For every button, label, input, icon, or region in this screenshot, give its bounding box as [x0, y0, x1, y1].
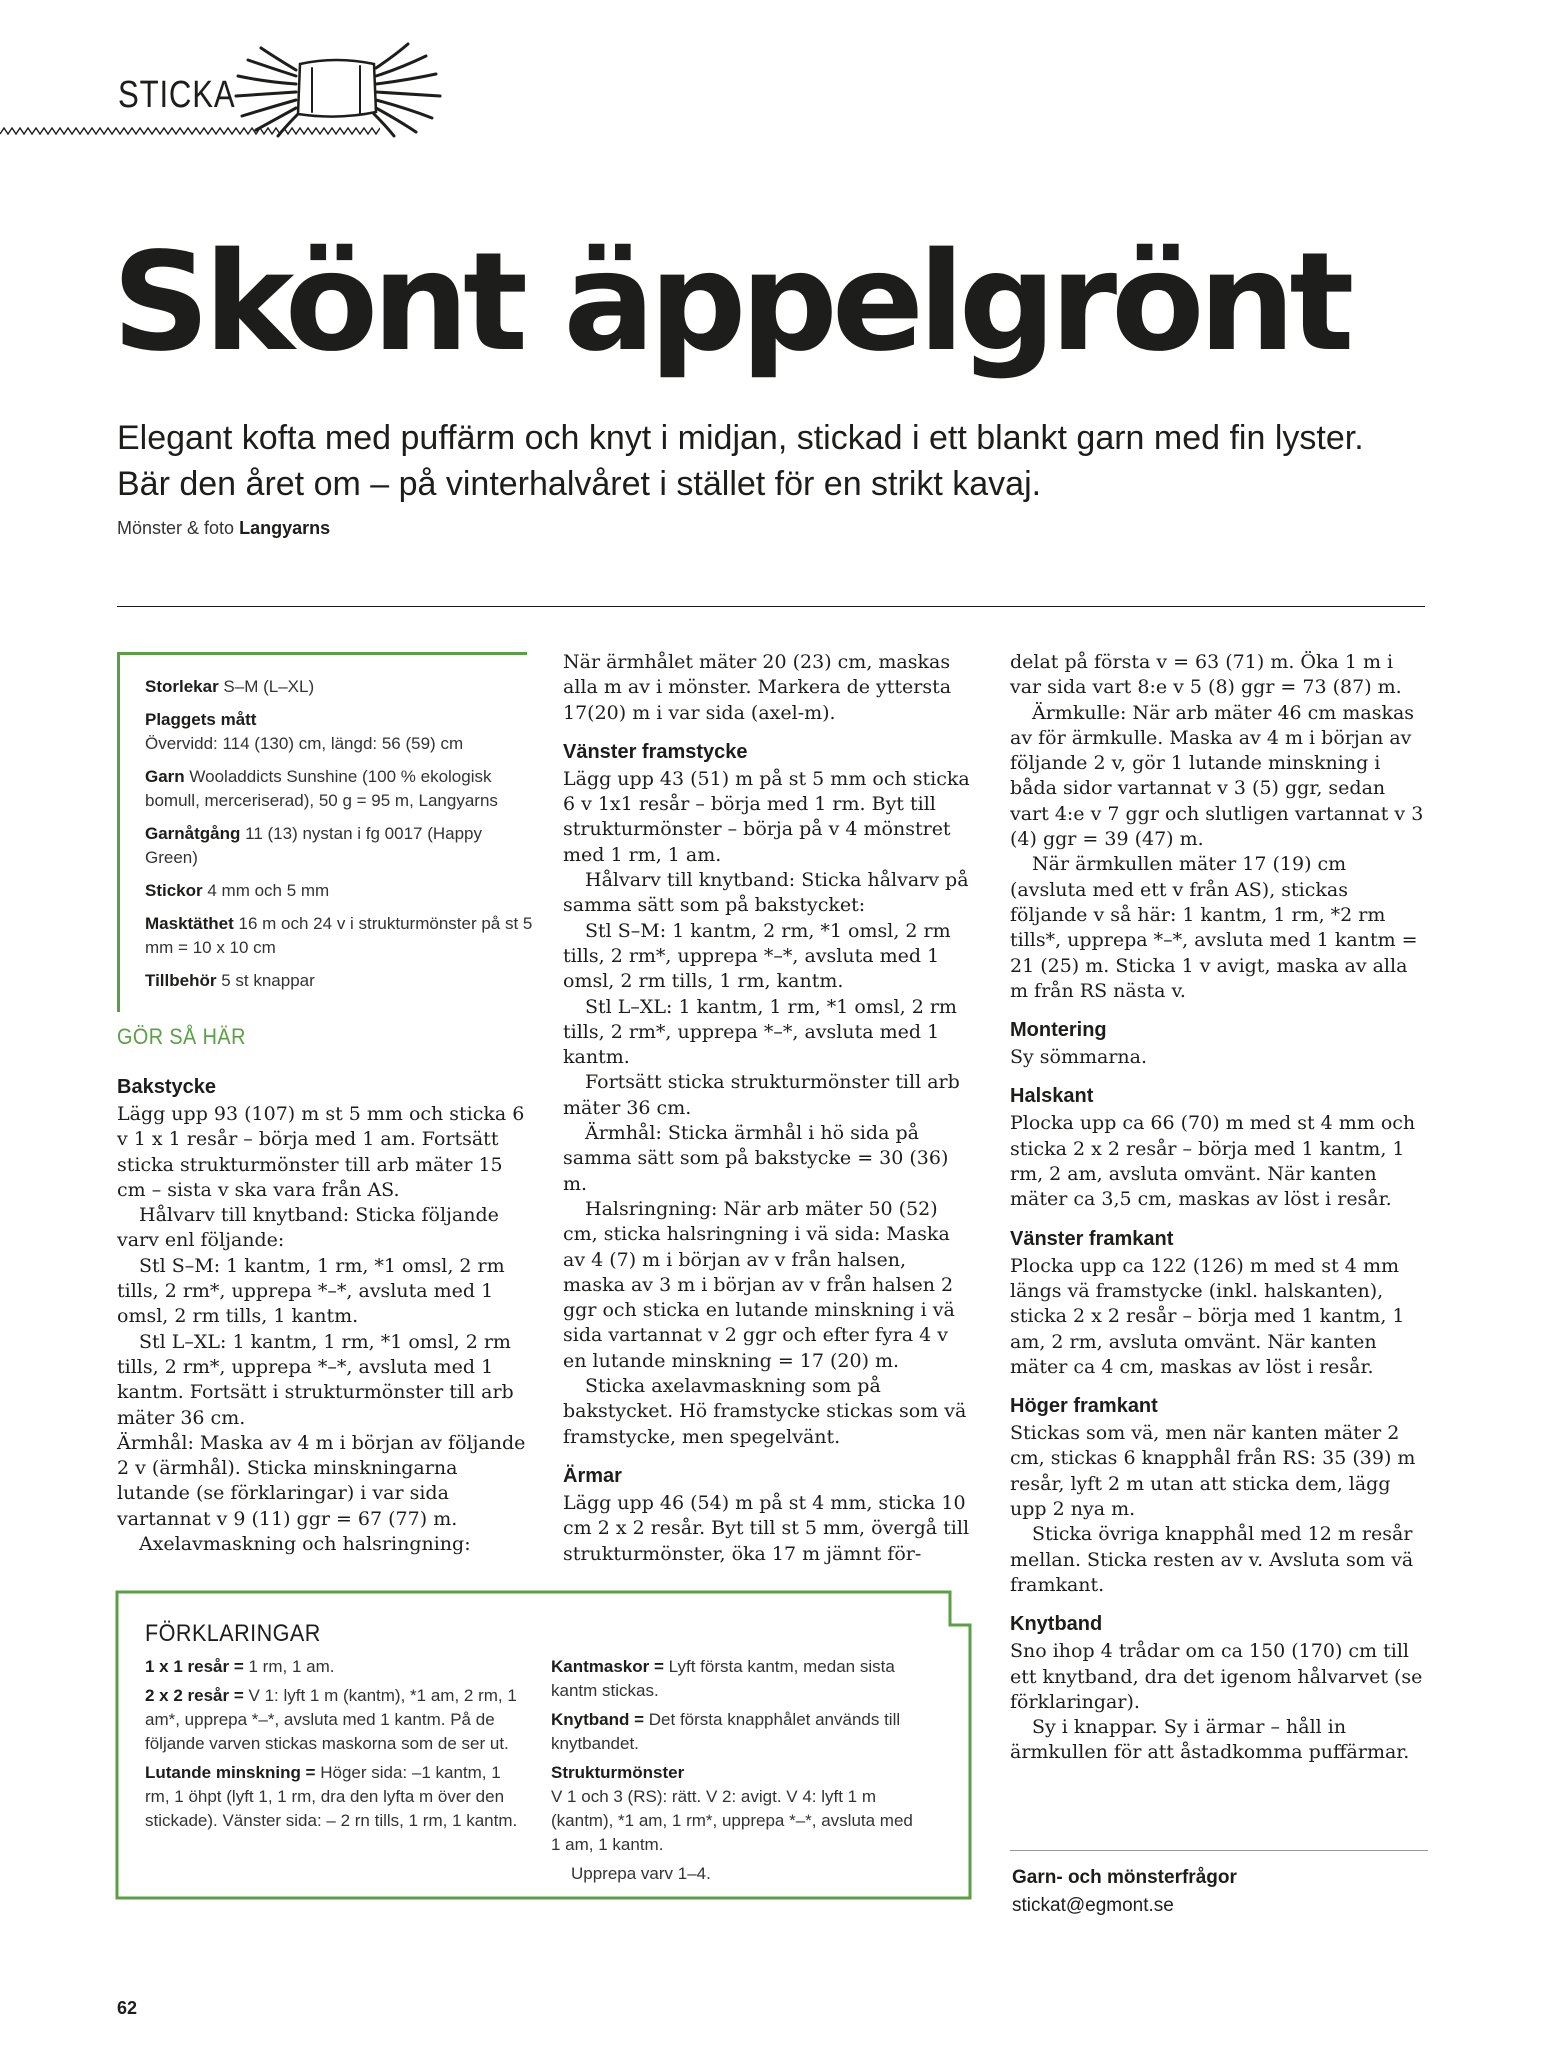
- instructions-label: GÖR SÅ HÄR: [117, 1024, 246, 1049]
- section-label: STICKA: [118, 74, 236, 116]
- page-number: 62: [117, 1998, 138, 2018]
- explanations-left: [145, 1655, 525, 1838]
- paragraph: Ärmkulle: När arb mäter 46 cm maskas av för ärmkulle. Maska av 4 m i början av följande 2 v, gör 1 lutande minskning i båda sidor vartannat v 3 (5) ggr, sedan vart 4:e v 7 ggr och slutligen vartannat v 3 (4) ggr = 39 (47) m.: [1010, 701, 1424, 851]
- fact-gauge: Masktäthet 16 m och 24 v i strukturmönster på st 5 mm = 10 x 10 cm: [145, 914, 533, 957]
- paragraph: Halsringning: När arb mäter 50 (52) cm, sticka halsringning i vä sida: Maska av 4 (7) m i början av v från halsen, maska av 3 m i början av v från halsen 2 ggr och sticka en lutande minskning i vä sida vartannat v 2 ggr och efter fyra 4 v en lutande minskning = 17 (20) m.: [563, 1197, 955, 1372]
- paragraph: Sticka övriga knapphål med 12 m resår mellan. Sticka resten av v. Avsluta som vä framkant.: [1010, 1523, 1414, 1596]
- paragraph: När ärmhålet mäter 20 (23) cm, maskas alla m av i mönster. Markera de yttersta 17(20) m i var sida (axel-m).: [563, 651, 952, 724]
- explanations-title: FÖRKLARINGAR: [145, 1620, 321, 1647]
- ingress: Elegant kofta med puffärm och knyt i midjan, stickad i ett blankt garn med fin lyster. Bär den året om – på vinterhalvåret i stället för en strikt kavaj.: [117, 419, 1364, 503]
- paragraph: Plocka upp ca 66 (70) m med st 4 mm och sticka 2 x 2 resår – börja med 1 kantm, 1 rm, 2 am, avsluta omvänt. När kanten mäter ca 3,5 cm, maskas av löst i resår.: [1010, 1112, 1416, 1211]
- paragraph: Ärmhål: Maska av 4 m i början av följande 2 v (ärmhål). Sticka minskningarna lutande (se förklaringar) i var sida vartannat v 9 (11) ggr = 67 (77) m.: [117, 1431, 526, 1530]
- fact-yarn-amount: Garnåtgång 11 (13) nystan i fg 0017 (Happy Green): [145, 824, 483, 867]
- expl-rib-1x1: 1 x 1 resår = 1 rm, 1 am.: [145, 1657, 335, 1676]
- paragraph: Stickas som vä, men när kanten mäter 2 cm, stickas 6 knapphål från RS: 35 (39) m resår, lyft 2 m utan att sticka dem, lägg upp 2 nya m.: [1010, 1422, 1416, 1521]
- paragraph: Hålvarv till knytband: Sticka hålvarv på samma sätt som på bakstycket:: [563, 869, 969, 917]
- paragraph: Sno ihop 4 trådar om ca 150 (170) cm till ett knytband, dra det igenom hålvarvet (se förklaringar).: [1010, 1640, 1423, 1713]
- expl-tie: Knytband = Det första knapphålet används till knytbandet.: [551, 1710, 901, 1753]
- paragraph: Plocka upp ca 122 (126) m med st 4 mm längs vä framstycke (inkl. halskanten), sticka 2 x 2 resår – börja med 1 kantm, 1 am, 2 rm, avsluta omvänt. När kanten mäter ca 4 cm, maskas av löst i resår.: [1010, 1254, 1405, 1378]
- heading-halskant: Halskant: [1010, 1085, 1094, 1108]
- heading-vanster-framstycke: Vänster framstycke: [563, 740, 748, 763]
- heading-vanster-framkant: Vänster framkant: [1010, 1227, 1174, 1250]
- paragraph: Hålvarv till knytband: Sticka följande varv enl följande:: [117, 1204, 499, 1252]
- fact-measurements: Plaggets mått Övervidd: 114 (130) cm, längd: 56 (59) cm: [145, 710, 464, 753]
- contact-divider: [1010, 1850, 1428, 1851]
- paragraph: Fortsätt sticka strukturmönster till arb mäter 36 cm.: [563, 1071, 960, 1119]
- heading-knytband: Knytband: [1010, 1613, 1103, 1636]
- paragraph: Lägg upp 93 (107) m st 5 mm och sticka 6 v 1 x 1 resår – börja med 1 am. Fortsätt sticka strukturmönster till arb mäter 15 cm – sista v ska vara från AS.: [117, 1103, 525, 1201]
- expl-repeat: Upprepa varv 1–4.: [571, 1864, 711, 1883]
- fact-sizes: Storlekar S–M (L–XL): [145, 677, 315, 696]
- headline: Skönt äppelgrönt: [112, 224, 1349, 382]
- fact-yarn: Garn Wooladdicts Sunshine (100 % ekologisk bomull, merceriserad), 50 g = 95 m, Langyarns: [145, 767, 498, 810]
- yarn-skein-icon: [226, 38, 446, 138]
- paragraph: När ärmkullen mäter 17 (19) cm (avsluta med ett v från AS), stickas följande v så här: 1 kantm, 1 rm, *2 rm tills*, upprepa *–*, avsluta med 1 kantm = 21 (25) m. Sticka 1 v avigt, maska av alla m från RS nästa v.: [1010, 853, 1418, 1002]
- fact-notions: Tillbehör 5 st knappar: [145, 971, 315, 990]
- column-1: [117, 1075, 527, 1557]
- paragraph: Lägg upp 43 (51) m på st 5 mm och sticka 6 v 1x1 resår – börja med 1 rm. Byt till strukturmönster – börja på v 4 mönstret med 1 rm, 1 am.: [563, 767, 970, 866]
- heading-montering: Montering: [1010, 1019, 1107, 1042]
- paragraph: Lägg upp 46 (54) m på st 4 mm, sticka 10 cm 2 x 2 resår. Byt till st 5 mm, övergå till strukturmönster, öka 17 m jämnt för-: [563, 1491, 970, 1565]
- expl-pattern: Strukturmönster V 1 och 3 (RS): rätt. V 2: avigt. V 4: lyft 1 m (kantm), *1 am, 1 rm*, upprepa *–*, avsluta med 1 am, 1 kantm.: [551, 1763, 913, 1854]
- facts-list: [145, 675, 535, 1002]
- heading-armar: Ärmar: [563, 1464, 622, 1487]
- paragraph: Stl L–XL: 1 kantm, 1 rm, *1 omsl, 2 rm tills, 2 rm*, upprepa *–*, avsluta med 1 kantm. Fortsätt i strukturmönster till arb mäter 36 cm.: [117, 1330, 514, 1429]
- paragraph: delat på första v = 63 (71) m. Öka 1 m i var sida vart 8:e v 5 (8) ggr = 73 (87) m.: [1010, 651, 1402, 699]
- heading-hoger-framkant: Höger framkant: [1010, 1395, 1158, 1418]
- expl-rib-2x2: 2 x 2 resår = V 1: lyft 1 m (kantm), *1 am, 2 rm, 1 am*, upprepa *–*, avsluta med 1 kantm. På de följande varven stickas maskorna som de ser ut.: [145, 1686, 517, 1753]
- paragraph: Sy sömmarna.: [1010, 1046, 1148, 1069]
- column-3: [1010, 650, 1426, 1766]
- column-2: [563, 650, 973, 1567]
- fact-needles: Stickor 4 mm och 5 mm: [145, 881, 330, 900]
- contact-title: Garn- och mönsterfrågor: [1012, 1867, 1237, 1888]
- paragraph: Sticka axelavmaskning som på bakstycket. Hö framstycke stickas som vä framstycke, men spegelvänt.: [563, 1375, 967, 1448]
- top-divider: [117, 606, 1425, 607]
- paragraph: Stl S–M: 1 kantm, 2 rm, *1 omsl, 2 rm tills, 2 rm*, upprepa *–*, avsluta med 1 omsl, 2 rm tills, 1 rm, kantm.: [563, 919, 951, 993]
- paragraph: Sy i knappar. Sy i ärmar – håll in ärmkullen för att åstadkomma puffärmar.: [1010, 1716, 1410, 1764]
- heading-bakstycke: Bakstycke: [117, 1076, 216, 1098]
- paragraph: Stl L–XL: 1 kantm, 1 rm, *1 omsl, 2 rm tills, 2 rm*, upprepa *–*, avsluta med 1 kantm.: [563, 995, 957, 1069]
- paragraph: Ärmhål: Sticka ärmhål i hö sida på samma sätt som på bakstycke = 30 (36) m.: [563, 1122, 949, 1195]
- credit-name: Langyarns: [239, 518, 331, 538]
- explanations-right: [551, 1655, 921, 1886]
- expl-edge-stitches: Kantmaskor = Lyft första kantm, medan sista kantm stickas.: [551, 1657, 895, 1700]
- expl-decrease: Lutande minskning = Höger sida: –1 kantm, 1 rm, 1 öhpt (lyft 1, 1 rm, dra den lyfta m över den stickade). Vänster sida: – 2 rn tills, 1 rm, 1 kantm.: [145, 1763, 518, 1830]
- paragraph: Stl S–M: 1 kantm, 1 rm, *1 omsl, 2 rm tills, 2 rm*, upprepa *–*, avsluta med 1 omsl, 2 rm tills, 1 kantm.: [117, 1254, 505, 1328]
- paragraph: Axelavmaskning och halsringning:: [139, 1533, 471, 1556]
- credit-line: Mönster & foto Langyarns: [117, 518, 331, 538]
- contact-email[interactable]: stickat@egmont.se: [1012, 1895, 1174, 1916]
